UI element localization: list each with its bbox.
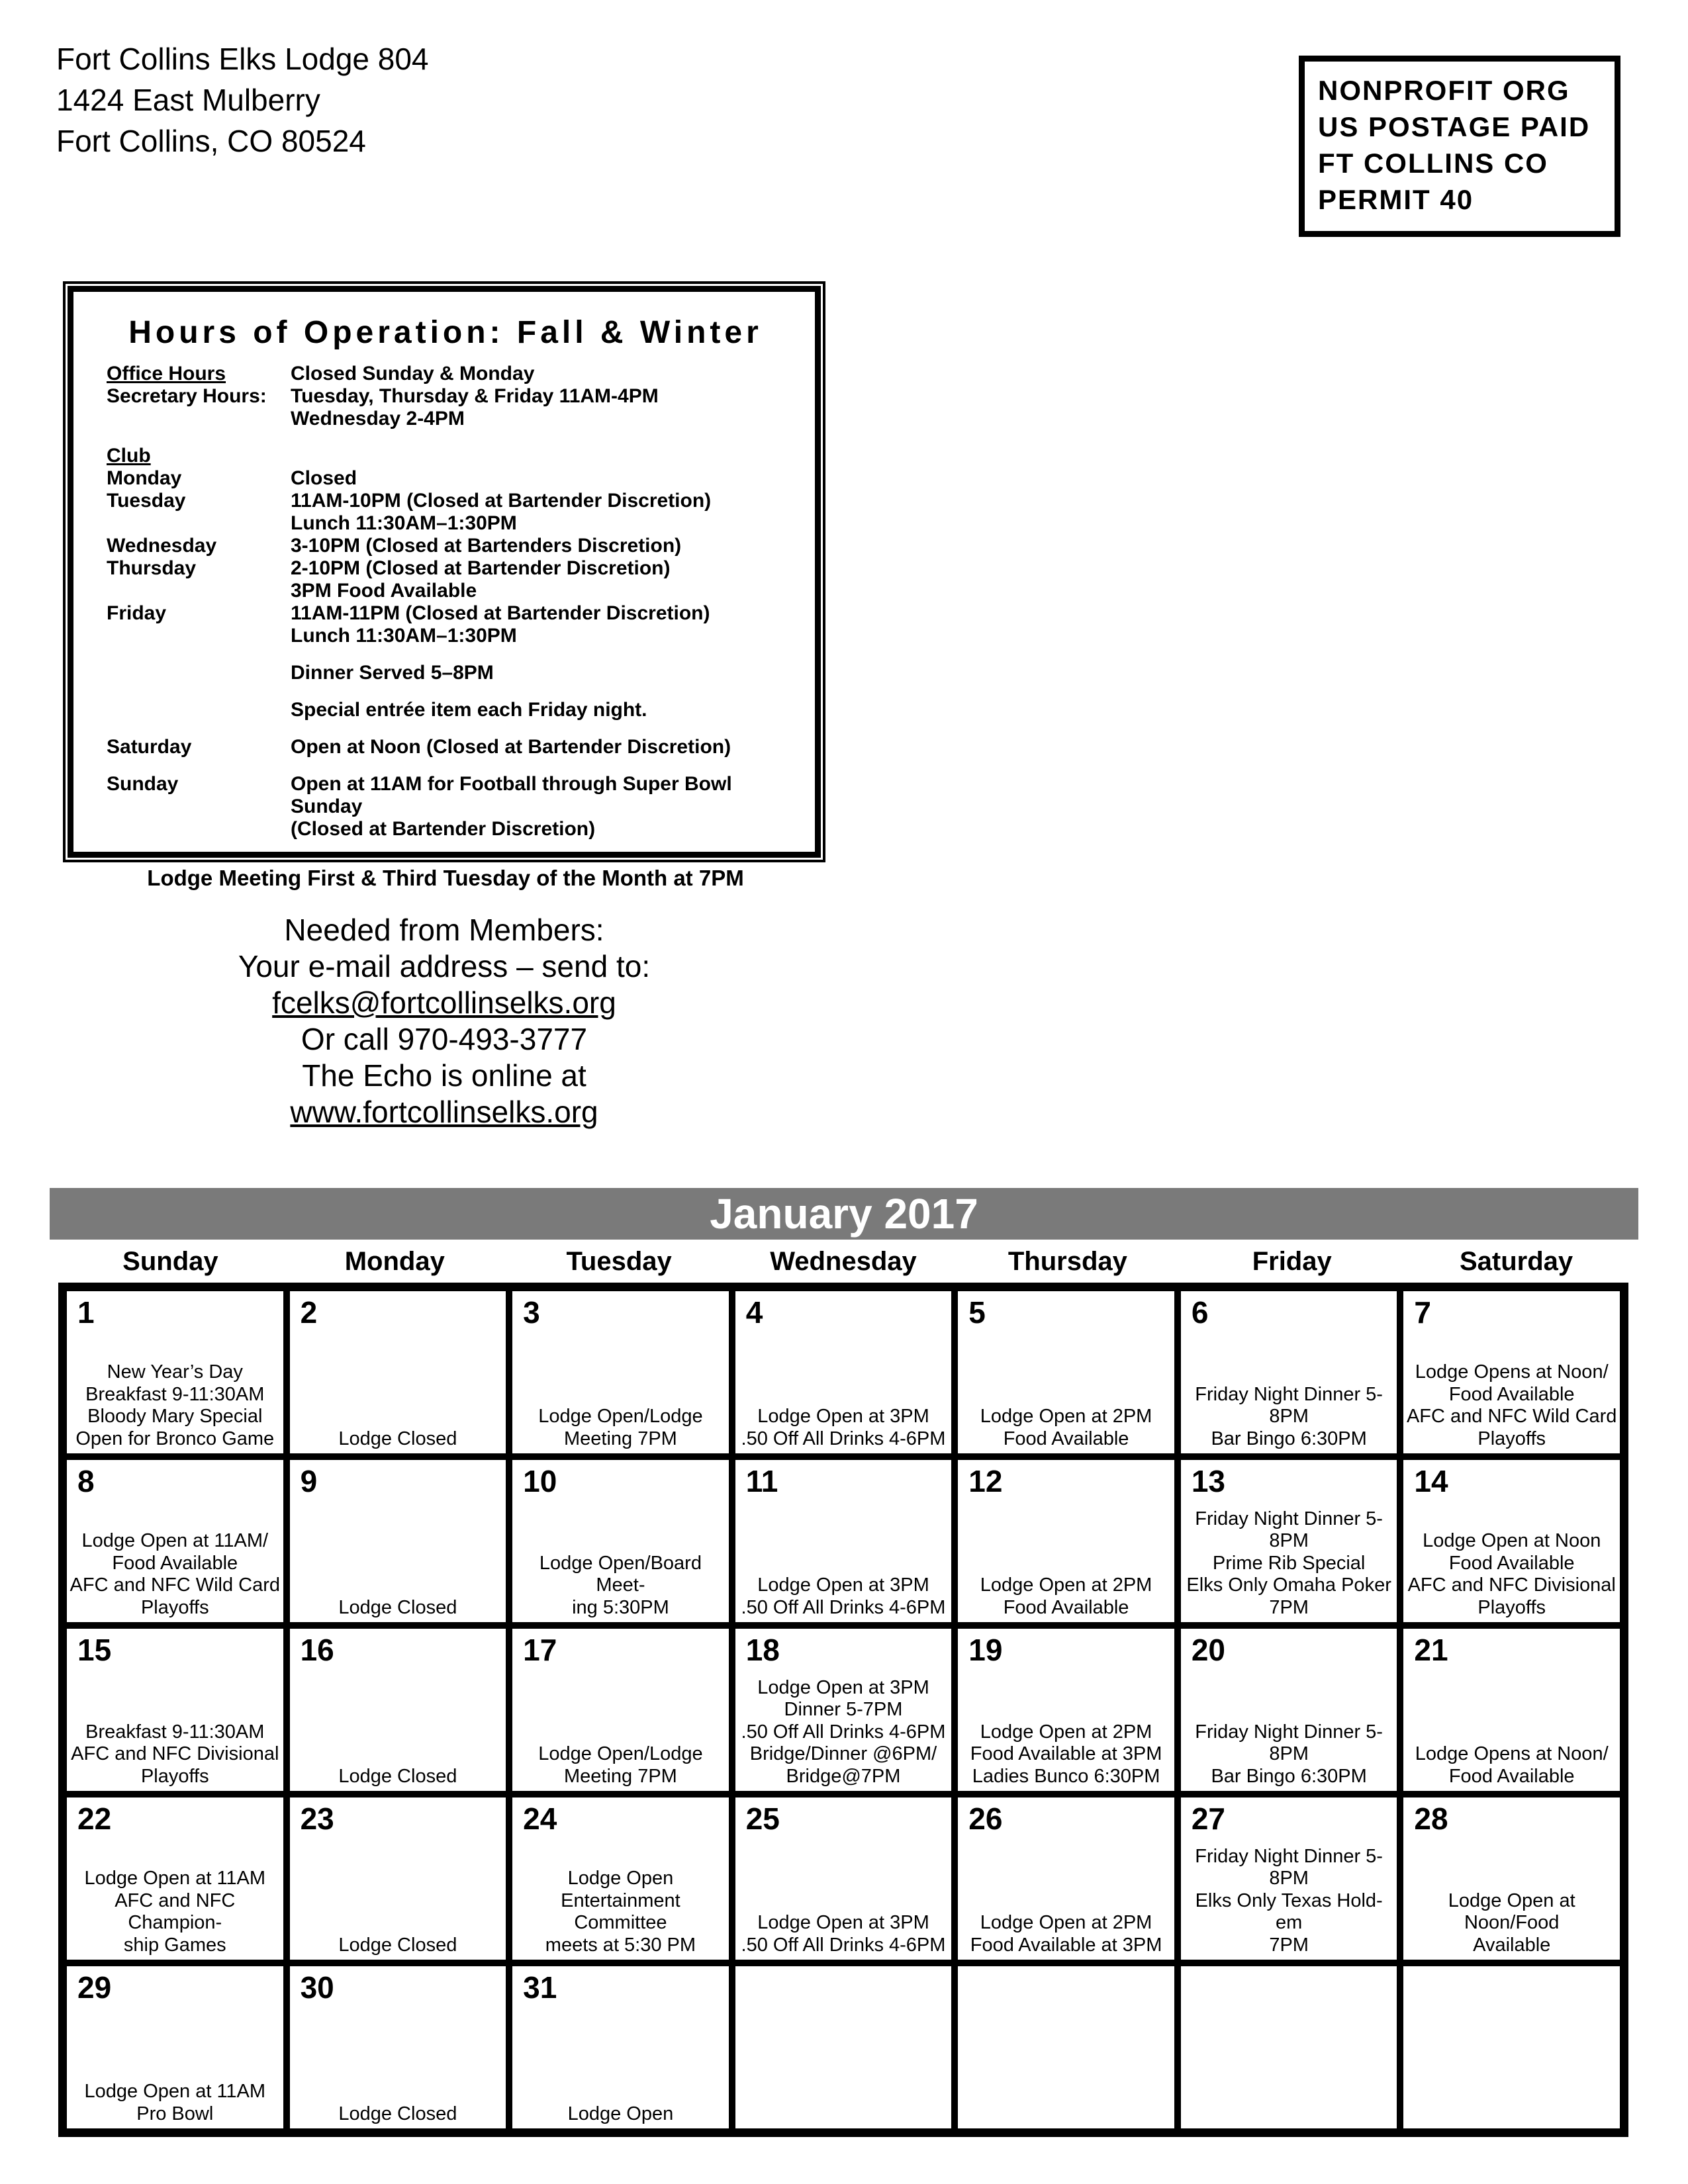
event-line: Friday Night Dinner 5-8PM (1195, 1721, 1383, 1764)
event-line: Bar Bingo 6:30PM (1211, 1428, 1367, 1449)
day-events (514, 2103, 727, 2126)
hours-row-value: 2-10PM (Closed at Bartender Discretion) (291, 557, 671, 579)
hours-row-label (92, 625, 291, 647)
day-events (1183, 1508, 1395, 1619)
day-number: 25 (745, 1801, 780, 1836)
day-number: 6 (1191, 1295, 1209, 1330)
hours-row-label: Tuesday (107, 490, 186, 512)
day-number: 8 (77, 1464, 95, 1498)
calendar-day-29 (64, 1963, 287, 2132)
hours-row (92, 445, 799, 467)
hours-row (92, 662, 799, 684)
hours-row-label (92, 408, 291, 430)
hours-row-value: Special entrée item each Friday night. (291, 699, 647, 721)
event-line: Playoffs (1477, 1428, 1546, 1449)
event-line: Food Available (1448, 1552, 1575, 1574)
calendar-day-3 (509, 1288, 732, 1457)
weekday-label-sunday: Sunday (122, 1247, 218, 1276)
event-line: Friday Night Dinner 5-8PM (1195, 1383, 1383, 1427)
day-number: 21 (1414, 1633, 1448, 1667)
day-events (292, 1766, 504, 1788)
day-events (1183, 1846, 1395, 1957)
day-number: 11 (745, 1464, 778, 1498)
hours-row (92, 580, 799, 602)
day-number: 28 (1414, 1801, 1448, 1836)
day-events (292, 1428, 504, 1451)
hours-row-label: Friday (107, 602, 167, 624)
calendar-day-13 (1178, 1457, 1401, 1625)
event-line: Lodge Open at 11AM (84, 1868, 266, 1889)
event-line: Prime Rib Special (1212, 1552, 1366, 1574)
event-line: Lodge Open at 3PM (757, 1676, 929, 1698)
calendar-day-31 (509, 1963, 732, 2132)
calendar-day-20 (1178, 1625, 1401, 1794)
calendar-banner (50, 1188, 1638, 1240)
day-number: 24 (523, 1801, 557, 1836)
calendar-empty-cell (1400, 1963, 1623, 2132)
postage-line: US POSTAGE PAID (1318, 111, 1591, 142)
day-events (514, 1743, 727, 1788)
hours-row-value: Dinner Served 5–8PM (291, 662, 494, 684)
event-line: Lodge Open at 2PM (980, 1574, 1152, 1596)
members-website-link[interactable]: www.fortcollinselks.org (290, 1095, 598, 1129)
day-events (69, 1868, 281, 1956)
hours-row (92, 625, 799, 647)
event-line: Breakfast 9-11:30AM (85, 1383, 265, 1405)
event-line: Lodge Open/Lodge (538, 1743, 703, 1764)
hours-row (92, 773, 799, 818)
event-line: Lodge Opens at Noon/ (1415, 1743, 1609, 1764)
hours-row-value: Wednesday 2-4PM (291, 408, 465, 430)
postage-permit-box (1299, 56, 1620, 237)
day-number: 31 (523, 1970, 557, 2005)
event-line: Lodge Open at Noon/Food (1448, 1889, 1575, 1933)
event-line: Playoffs (140, 1596, 209, 1618)
event-line: ship Games (123, 1934, 226, 1956)
day-events (960, 1574, 1172, 1619)
day-events (737, 1574, 950, 1619)
hours-row-label: Monday (107, 467, 182, 489)
event-line: meets at 5:30 PM (545, 1934, 696, 1956)
hours-row-value: Closed Sunday & Monday (291, 363, 535, 385)
return-address-line: 1424 East Mulberry (56, 83, 320, 117)
event-line: .50 Off All Drinks 4-6PM (741, 1934, 946, 1956)
calendar-empty-cell (955, 1963, 1178, 2132)
event-line: Bridge@7PM (786, 1765, 901, 1787)
calendar-day-24 (509, 1794, 732, 1963)
event-line: ing 5:30PM (572, 1596, 669, 1618)
hours-row-value: Open at 11AM for Football through Super Bowl Sunday (291, 773, 732, 817)
hours-row-label: Thursday (107, 557, 197, 579)
day-number: 3 (523, 1295, 540, 1330)
return-address-line: Fort Collins Elks Lodge 804 (56, 42, 429, 76)
day-events (69, 2081, 281, 2125)
hours-title: Hours of Operation: Fall & Winter (128, 315, 763, 350)
day-events (292, 1597, 504, 1619)
day-events (292, 2103, 504, 2126)
event-line: Open for Bronco Game (75, 1428, 275, 1449)
return-address (56, 38, 429, 161)
day-number: 13 (1191, 1464, 1226, 1498)
hours-of-operation-inner (68, 286, 821, 890)
calendar-day-27 (1178, 1794, 1401, 1963)
hours-row-label: Wednesday (107, 535, 217, 557)
event-line: Meeting 7PM (563, 1428, 677, 1449)
calendar-day-30 (287, 1963, 510, 2132)
day-events (1405, 1890, 1618, 1957)
day-events (292, 1934, 504, 1957)
hours-row (92, 512, 799, 535)
calendar-day-28 (1400, 1794, 1623, 1963)
calendar-day-14 (1400, 1457, 1623, 1625)
event-line: Lodge Open at Noon (1423, 1530, 1601, 1551)
members-notice-line: Or call 970-493-3777 (301, 1022, 588, 1056)
event-line: Lodge Closed (338, 1596, 457, 1618)
day-number: 1 (77, 1295, 95, 1330)
day-number: 5 (968, 1295, 986, 1330)
event-line: Lodge Open (567, 1868, 674, 1889)
event-line: Food Available (112, 1552, 238, 1574)
event-line: Bridge/Dinner @6PM/ (749, 1743, 937, 1764)
calendar-title: January 2017 (710, 1190, 978, 1238)
day-events (1405, 1361, 1618, 1450)
day-number: 30 (300, 1970, 334, 2005)
day-number: 18 (745, 1633, 780, 1667)
calendar-day-5 (955, 1288, 1178, 1457)
event-line: AFC and NFC Divisional (71, 1743, 279, 1764)
calendar-empty-cell (732, 1963, 955, 2132)
members-notice (63, 912, 825, 1130)
day-number: 20 (1191, 1633, 1226, 1667)
hours-row (92, 363, 799, 385)
day-events (69, 1530, 281, 1619)
hours-row (92, 467, 799, 490)
event-line: Food Available at 3PM (970, 1934, 1162, 1956)
hours-row (92, 736, 799, 758)
day-number: 7 (1414, 1295, 1432, 1330)
hours-row (92, 557, 799, 580)
day-events (514, 1553, 727, 1619)
hours-row-label (92, 512, 291, 535)
calendar-day-22 (64, 1794, 287, 1963)
day-events (960, 1406, 1172, 1450)
event-line: Dinner 5-7PM (784, 1699, 903, 1720)
hours-row (92, 818, 799, 841)
calendar-day-6 (1178, 1288, 1401, 1457)
members-email-link[interactable]: fcelks@fortcollinselks.org (272, 985, 616, 1020)
hours-row-value: 3-10PM (Closed at Bartenders Discretion) (291, 535, 682, 557)
event-line: Entertainment Committee (561, 1889, 680, 1933)
hours-row-value: 3PM Food Available (291, 580, 477, 602)
calendar-day-7 (1400, 1288, 1623, 1457)
event-line: Lodge Open (567, 2103, 674, 2124)
hours-row (92, 385, 799, 408)
hours-rows (92, 363, 799, 841)
event-line: Lodge Closed (338, 1428, 457, 1449)
day-number: 12 (968, 1464, 1003, 1498)
hours-row (92, 490, 799, 512)
day-events (1183, 1384, 1395, 1451)
weekday-label-monday: Monday (344, 1247, 445, 1276)
event-line: Lodge Open/Lodge (538, 1406, 703, 1427)
calendar-day-18 (732, 1625, 955, 1794)
day-number (1403, 1966, 1620, 1972)
calendar-empty-cell (1178, 1963, 1401, 2132)
event-line: Pro Bowl (136, 2103, 214, 2124)
lodge-meeting-note: Lodge Meeting First & Third Tuesday of the Month at 7PM (147, 866, 744, 890)
calendar-day-12 (955, 1457, 1178, 1625)
day-events (69, 1361, 281, 1450)
day-number: 4 (745, 1295, 763, 1330)
event-line: AFC and NFC Divisional (1407, 1574, 1616, 1596)
day-number (958, 1966, 1174, 1972)
event-line: .50 Off All Drinks 4-6PM (741, 1721, 946, 1743)
calendar-day-16 (287, 1625, 510, 1794)
calendar-day-25 (732, 1794, 955, 1963)
day-events (960, 1912, 1172, 1956)
day-number: 23 (300, 1801, 334, 1836)
members-notice-line: Your e-mail address – send to: (238, 949, 651, 983)
weekday-label-wednesday: Wednesday (770, 1247, 917, 1276)
hours-row-value: Lunch 11:30AM–1:30PM (291, 625, 517, 647)
postage-line: PERMIT 40 (1318, 184, 1474, 215)
event-line: Available (1473, 1934, 1551, 1956)
event-line: .50 Off All Drinks 4-6PM (741, 1596, 946, 1618)
members-notice-line: Needed from Members: (284, 913, 604, 947)
hours-row-label: Club (107, 445, 151, 467)
event-line: .50 Off All Drinks 4-6PM (741, 1428, 946, 1449)
event-line: New Year’s Day (107, 1361, 243, 1383)
event-line: Food Available (1448, 1765, 1575, 1787)
event-line: Lodge Open at 2PM (980, 1406, 1152, 1427)
event-line: Lodge Open/Board Meet- (539, 1552, 702, 1596)
hours-of-operation-box (63, 281, 825, 890)
day-number: 2 (300, 1295, 318, 1330)
return-address-line: Fort Collins, CO 80524 (56, 124, 366, 158)
event-line: Food Available (1448, 1383, 1575, 1405)
event-line: Food Available (1003, 1596, 1129, 1618)
day-events (737, 1912, 950, 1956)
day-number: 17 (523, 1633, 557, 1667)
hours-row-label: Office Hours (107, 363, 226, 385)
postage-line: FT COLLINS CO (1318, 148, 1548, 179)
day-number: 14 (1414, 1464, 1448, 1498)
event-line: Playoffs (1477, 1596, 1546, 1618)
event-line: Lodge Open at 2PM (980, 1912, 1152, 1933)
calendar-day-2 (287, 1288, 510, 1457)
day-number: 9 (300, 1464, 318, 1498)
hours-row-label: Sunday (107, 773, 179, 795)
hours-row (92, 602, 799, 625)
hours-row-label (92, 662, 291, 684)
event-line: Meeting 7PM (563, 1765, 677, 1787)
event-line: Lodge Open at 11AM/ (81, 1530, 269, 1551)
hours-row (92, 408, 799, 430)
hours-row-label: Saturday (107, 736, 192, 758)
day-number: 10 (523, 1464, 557, 1498)
event-line: Lodge Closed (338, 2103, 457, 2124)
day-events (69, 1721, 281, 1788)
day-number (1181, 1966, 1397, 1972)
event-line: Lodge Open at 3PM (757, 1574, 929, 1596)
event-line: Elks Only Omaha Poker (1186, 1574, 1391, 1596)
day-number: 16 (300, 1633, 334, 1667)
event-line: Bloody Mary Special (87, 1406, 263, 1427)
day-events (960, 1721, 1172, 1788)
hours-row-label (92, 580, 291, 602)
event-line: AFC and NFC Wild Card (70, 1574, 281, 1596)
weekday-row (58, 1247, 1628, 1277)
weekday-label-tuesday: Tuesday (566, 1247, 672, 1276)
day-events (1405, 1530, 1618, 1619)
calendar-day-21 (1400, 1625, 1623, 1794)
day-number: 27 (1191, 1801, 1226, 1836)
hours-row-value: 11AM-11PM (Closed at Bartender Discretion) (291, 602, 710, 624)
event-line: Lodge Open at 3PM (757, 1406, 929, 1427)
calendar-day-26 (955, 1794, 1178, 1963)
hours-row-value: Tuesday, Thursday & Friday 11AM-4PM (291, 385, 659, 407)
event-line: Breakfast 9-11:30AM (85, 1721, 265, 1743)
weekday-label-saturday: Saturday (1459, 1247, 1573, 1276)
hours-row-value: (Closed at Bartender Discretion) (291, 818, 596, 840)
day-number (735, 1966, 952, 1972)
calendar-day-17 (509, 1625, 732, 1794)
hours-row (92, 699, 799, 721)
event-line: 7PM (1269, 1934, 1309, 1956)
day-number: 19 (968, 1633, 1003, 1667)
calendar-day-1 (64, 1288, 287, 1457)
postage-line: NONPROFIT ORG (1318, 75, 1570, 106)
calendar-day-19 (955, 1625, 1178, 1794)
day-events (737, 1677, 950, 1788)
event-line: Lodge Closed (338, 1765, 457, 1787)
event-line: Food Available (1003, 1428, 1129, 1449)
day-events (514, 1868, 727, 1956)
calendar-grid (58, 1283, 1628, 2137)
event-line: Lodge Open at 2PM (980, 1721, 1152, 1743)
event-line: AFC and NFC Champion- (115, 1889, 236, 1933)
calendar-day-11 (732, 1457, 955, 1625)
day-events (514, 1406, 727, 1450)
weekday-label-friday: Friday (1252, 1247, 1332, 1276)
day-events (1183, 1721, 1395, 1788)
calendar-day-8 (64, 1457, 287, 1625)
calendar-day-4 (732, 1288, 955, 1457)
hours-row-value: Open at Noon (Closed at Bartender Discretion) (291, 736, 731, 758)
event-line: Playoffs (140, 1765, 209, 1787)
event-line: 7PM (1269, 1596, 1309, 1618)
event-line: Lodge Open at 11AM (84, 2081, 266, 2102)
day-number: 26 (968, 1801, 1003, 1836)
hours-row-value: Lunch 11:30AM–1:30PM (291, 512, 517, 534)
calendar-day-10 (509, 1457, 732, 1625)
event-line: Lodge Opens at Noon/ (1415, 1361, 1609, 1383)
hours-row-value: 11AM-10PM (Closed at Bartender Discretion) (291, 490, 712, 512)
hours-row-label (92, 699, 291, 721)
event-line: Elks Only Texas Hold-em (1195, 1889, 1383, 1933)
calendar-day-23 (287, 1794, 510, 1963)
event-line: Friday Night Dinner 5-8PM (1195, 1508, 1383, 1551)
hours-row-label: Secretary Hours: (107, 385, 267, 407)
event-line: Friday Night Dinner 5-8PM (1195, 1845, 1383, 1889)
calendar-day-15 (64, 1625, 287, 1794)
calendar-day-9 (287, 1457, 510, 1625)
event-line: Bar Bingo 6:30PM (1211, 1765, 1367, 1787)
day-number: 22 (77, 1801, 112, 1836)
event-line: Food Available at 3PM (970, 1743, 1162, 1764)
day-events (737, 1406, 950, 1450)
event-line: AFC and NFC Wild Card (1406, 1406, 1617, 1427)
hours-row-value: Closed (291, 467, 357, 489)
event-line: Ladies Bunco 6:30PM (972, 1765, 1160, 1787)
weekday-label-thursday: Thursday (1008, 1247, 1127, 1276)
event-line: Lodge Open at 3PM (757, 1912, 929, 1933)
hours-row-value (291, 445, 799, 467)
members-notice-line: The Echo is online at (302, 1058, 586, 1093)
hours-row (92, 535, 799, 557)
day-number: 15 (77, 1633, 112, 1667)
day-number: 29 (77, 1970, 112, 2005)
day-events (1405, 1743, 1618, 1788)
event-line: Lodge Closed (338, 1934, 457, 1956)
hours-row-label (92, 818, 291, 841)
